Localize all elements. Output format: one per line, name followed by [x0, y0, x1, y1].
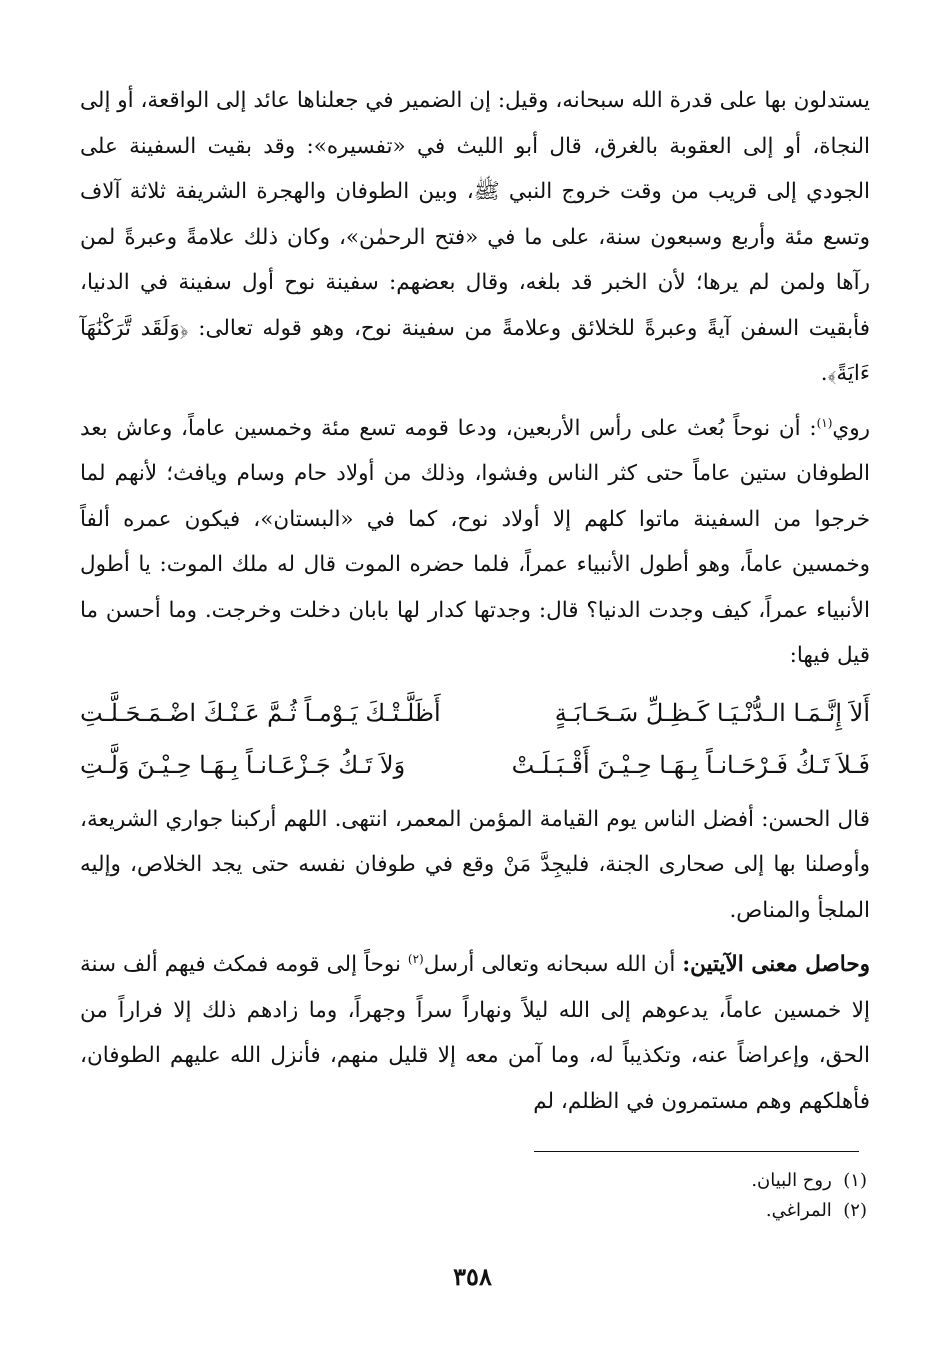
page-number: ٣٥٨ — [453, 1262, 492, 1291]
verse-line-2 — [80, 739, 870, 791]
page-body — [80, 78, 870, 1124]
verse-1-second-hemistich: أَظَلَّـتْـكَ يَـوْمـاً ثُـمَّ عَـنْـكَ اضْـمَـحَـلَّـتِ — [80, 698, 441, 727]
poem-verses — [80, 687, 870, 791]
verse-line-1 — [80, 687, 870, 739]
footnote-2 — [751, 1196, 867, 1226]
verse-2-first-hemistich: فَـلاَ تَـكُ فَـرْحَـانـاً بِـهَـا حِـيْـنَ أَقْـبَـلَـتْ — [511, 750, 870, 779]
paragraph-1: يستدلون بها على قدرة الله سبحانه، وقيل: إن الضمير في جعلناها عائد إلى الواقعة، أو إلى النجاة، أو إلى العقوبة بالغرق، قال أبو الليث في «تفسيره»: وقد بقيت السفينة على الجودي إلى قريب من وقت خروج النبي ﷺ، وبين الطوفان والهجرة الشريفة ثلاثة آلاف وتسع مئة وأربع وسبعون سنة، على ما في «فتح الرحمٰن»، وكان ذلك علامةً وعبرةً لمن رآها ولمن لم يرها؛ لأن الخبر قد بلغه، وقال بعضهم: سفينة نوح أول سفينة في الدنيا، فأبقيت السفن آيةً وعبرةً للخلائق وعلامةً من سفينة نوح، وهو قوله تعالى: ﴿وَلَقَد تَّرَكْنَٰهَآ ءَايَةً﴾. — [80, 88, 870, 386]
verse-2-second-hemistich: وَلاَ تَـكُ جَـزْعَـانـاً بِـهَـا حِـيْـنَ وَلَّـتِ — [80, 750, 406, 779]
paragraph-3: قال الحسن: أفضل الناس يوم القيامة المؤمن المعمر، انتهى. اللهم أركبنا جواري الشريعة، وأوصلنا بها إلى صحارى الجنة، فليجِدَّ مَنْ وقع في طوفان نفسه حتى يجد الخلاص، وإليه الملجأ والمناص. — [80, 806, 870, 923]
paragraph-4 — [80, 942, 870, 1124]
footnote-2-marker: (٢) — [843, 1200, 867, 1221]
summary-text-after: نوحاً إلى قومه فمكث فيهم ألف سنة إلا خمسين عاماً، يدعوهم إلى الله ليلاً ونهاراً سراً وجهراً، وما زادهم ذلك إلا فراراً من الحق، وإعراضاً عنه، وتكذيباً له، وما آمن معه إلا قليل منهم، فأنزل الله عليهم الطوفان، فأهلكهم وهم مستمرون في الظلم، لم — [80, 952, 870, 1114]
footnote-2-text: المراغي. — [765, 1200, 832, 1221]
summary-text-before: أن الله سبحانه وتعالى أرسل — [423, 952, 683, 977]
footnote-marker-2[interactable]: (٢) — [407, 951, 424, 966]
footnote-1-marker: (١) — [843, 1170, 867, 1191]
footnote-1 — [751, 1166, 867, 1196]
footnotes — [751, 1166, 867, 1226]
footnote-separator — [534, 1151, 859, 1152]
paragraph-2-start: روي — [832, 415, 870, 441]
footnote-1-text: روح البيان. — [751, 1170, 832, 1191]
paragraph-2-text: : أن نوحاً بُعث على رأس الأربعين، ودعا قومه تسع مئة وخمسين عاماً، وعاش بعد الطوفان ستين عاماً حتى كثر الناس وفشوا، وذلك من أولاد حام وسام ويافث؛ لأنهم لما خرجوا من السفينة ماتوا كلهم إلا أولاد نوح، كما في «البستان»، فيكون عمره ألفاً وخمسين عاماً، وهو أطول الأنبياء عمراً، فلما حضره الموت قال له ملك الموت: يا أطول الأنبياء عمراً، كيف وجدت الدنيا؟ قال: وجدتها كدار لها بابان دخلت وخرجت. وما أحسن ما قيل فيها: — [80, 415, 870, 668]
summary-lead: وحاصل معنى الآيتين: — [682, 952, 870, 977]
verse-1-first-hemistich: أَلاَ إِنَّـمَـا الـدُّنْـيَـا كَـظِـلِّ سَـحَـابَـةٍ — [554, 698, 870, 727]
paragraph-2 — [80, 406, 870, 679]
footnote-marker-1[interactable]: (١) — [816, 415, 833, 430]
